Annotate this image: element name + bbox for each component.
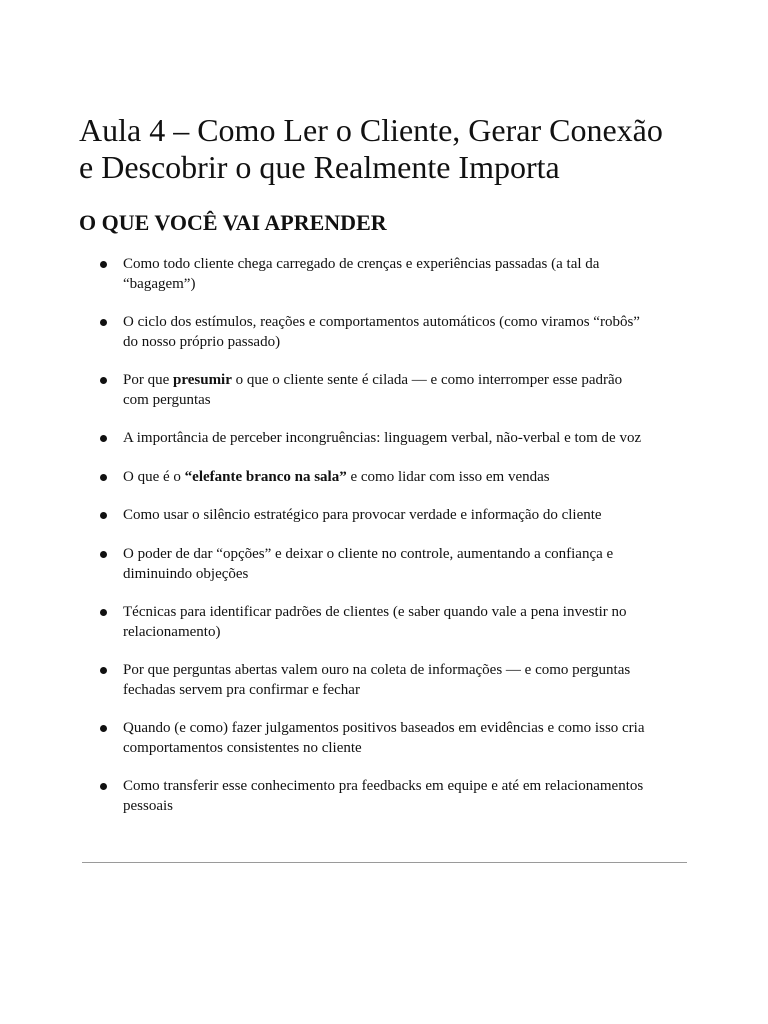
list-item-text bbox=[123, 661, 695, 700]
list-item-text-segment: o que o cliente sente é cilada — e como interromper esse padrão bbox=[231, 372, 623, 388]
list-item-line: comportamentos consistentes no cliente bbox=[123, 739, 362, 756]
list-item-line: A importância de perceber incongruências: linguagem verbal, não-verbal e tom de voz bbox=[123, 430, 642, 446]
emphasized-term: “elefante branco na sala” bbox=[184, 469, 347, 485]
list-item-text bbox=[123, 719, 695, 758]
list-item-line: relacionamento) bbox=[123, 623, 221, 640]
list-item-text-segment: e como lidar com isso em vendas bbox=[346, 469, 550, 485]
list-item-text bbox=[123, 468, 695, 488]
list-item-text bbox=[123, 255, 695, 294]
bullet-dot-icon bbox=[100, 551, 107, 558]
bullet-dot-icon bbox=[100, 377, 107, 384]
bullet-dot-icon bbox=[100, 435, 107, 442]
bullet-dot-icon bbox=[100, 474, 107, 481]
list-item-line: Como usar o silêncio estratégico para provocar verdade e informação do cliente bbox=[123, 507, 602, 523]
list-item-line: O poder de dar “opções” e deixar o cliente no controle, aumentando a confiança e bbox=[123, 546, 614, 562]
bullet-dot-icon bbox=[100, 319, 107, 326]
page-title-line-1: Aula 4 – Como Ler o Cliente, Gerar Conexão bbox=[79, 112, 663, 148]
bullet-dot-icon bbox=[100, 725, 107, 732]
list-item-line: Como todo cliente chega carregado de crenças e experiências passadas (a tal da bbox=[123, 256, 600, 272]
list-item-line: fechadas servem pra confirmar e fechar bbox=[123, 681, 360, 698]
list-item-text bbox=[123, 429, 695, 449]
list-item-line: pessoais bbox=[123, 797, 173, 814]
list-item-text bbox=[123, 545, 695, 584]
bullet-dot-icon bbox=[100, 783, 107, 790]
list-item-line: do nosso próprio passado) bbox=[123, 333, 281, 350]
list-item-text-segment: O que é o bbox=[123, 469, 185, 485]
list-item-text bbox=[123, 371, 695, 410]
horizontal-divider bbox=[82, 862, 687, 863]
emphasized-term: presumir bbox=[173, 372, 232, 388]
list-item-line: Por que perguntas abertas valem ouro na coleta de informações — e como perguntas bbox=[123, 662, 631, 678]
bullet-dot-icon bbox=[100, 512, 107, 519]
list-item-text bbox=[123, 313, 695, 352]
list-item-line: com perguntas bbox=[123, 391, 211, 408]
page-title-line-2: e Descobrir o que Realmente Importa bbox=[79, 149, 560, 185]
list-item-line: “bagagem”) bbox=[123, 275, 196, 292]
bullet-dot-icon bbox=[100, 261, 107, 268]
list-item-line: diminuindo objeções bbox=[123, 565, 249, 582]
section-heading: O QUE VOCÊ VAI APRENDER bbox=[79, 210, 387, 235]
list-item-text bbox=[123, 506, 695, 526]
bullet-dot-icon bbox=[100, 667, 107, 674]
list-item-text bbox=[123, 603, 695, 642]
list-item-line: Como transferir esse conhecimento pra feedbacks em equipe e até em relacionamentos bbox=[123, 778, 644, 794]
list-item-line: O ciclo dos estímulos, reações e comportamentos automáticos (como viramos “robôs” bbox=[123, 314, 640, 330]
list-item-text bbox=[123, 777, 695, 816]
list-item-text-segment: Por que bbox=[123, 372, 173, 388]
list-item-line: Quando (e como) fazer julgamentos positivos baseados em evidências e como isso cria bbox=[123, 720, 645, 736]
bullet-dot-icon bbox=[100, 609, 107, 616]
list-item-line: Técnicas para identificar padrões de clientes (e saber quando vale a pena investir no bbox=[123, 604, 627, 620]
